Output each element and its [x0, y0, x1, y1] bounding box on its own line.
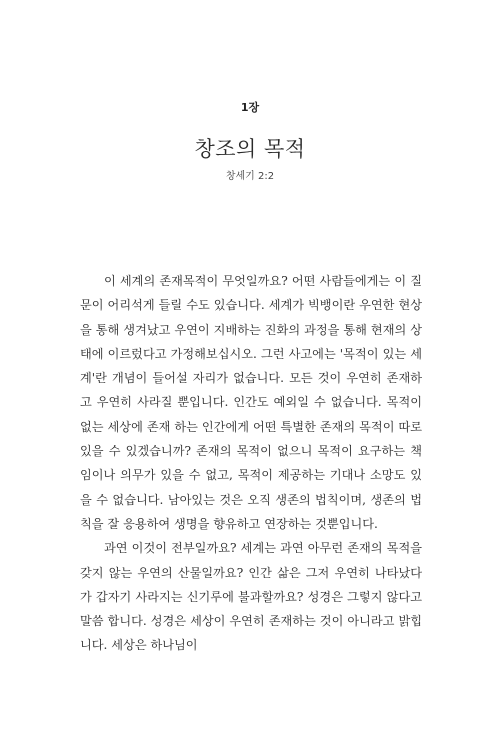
paragraph: 과연 이것이 전부일까요? 세계는 과연 아무런 존재의 목적을 갖지 않는 우연의 산물일까요? 인간 삶은 그저 우연히 나타났다가 갑자기 사라지는 신기루에 불과할까요? 성경은 그렇지 않다고 말씀 합니다. 성경은 세상이 우연히 존재하는 것이 아니라고 밝힙니다. 세상은 하나님이	[80, 541, 422, 653]
chapter-title: 창조의 목적	[194, 137, 306, 161]
body-text	[80, 269, 422, 658]
chapter-number: 1장	[240, 101, 260, 114]
chapter-scripture-reference: 창세기 2:2	[225, 171, 275, 182]
paragraph: 이 세계의 존재목적이 무엇일까요? 어떤 사람들에게는 이 질문이 어리석게 들릴 수도 있습니다. 세계가 빅뱅이란 우연한 현상을 통해 생겨났고 우연이 지배하는 진화의 과정을 통해 현재의 상태에 이르렀다고 가정해보십시오. 그런 사고에는 '목적이 있는 세계'란 개념이 들어설 자리가 없습니다. 모든 것이 우연히 존재하고 우연히 사라질 뿐입니다. 인간도 예외일 수 없습니다. 목적이 없는 세상에 존재 하는 인간에게 어떤 특별한 존재의 목적이 따로 있을 수 있겠습니까? 존재의 목적이 없으니 목적이 요구하는 책임이나 의무가 있을 수 없고, 목적이 제공하는 기대나 소망도 있을 수 없습니다. 남아있는 것은 오직 생존의 법칙이며, 생존의 법칙을 잘 응용하여 생명을 향유하고 연장하는 것뿐입니다.	[80, 274, 422, 531]
